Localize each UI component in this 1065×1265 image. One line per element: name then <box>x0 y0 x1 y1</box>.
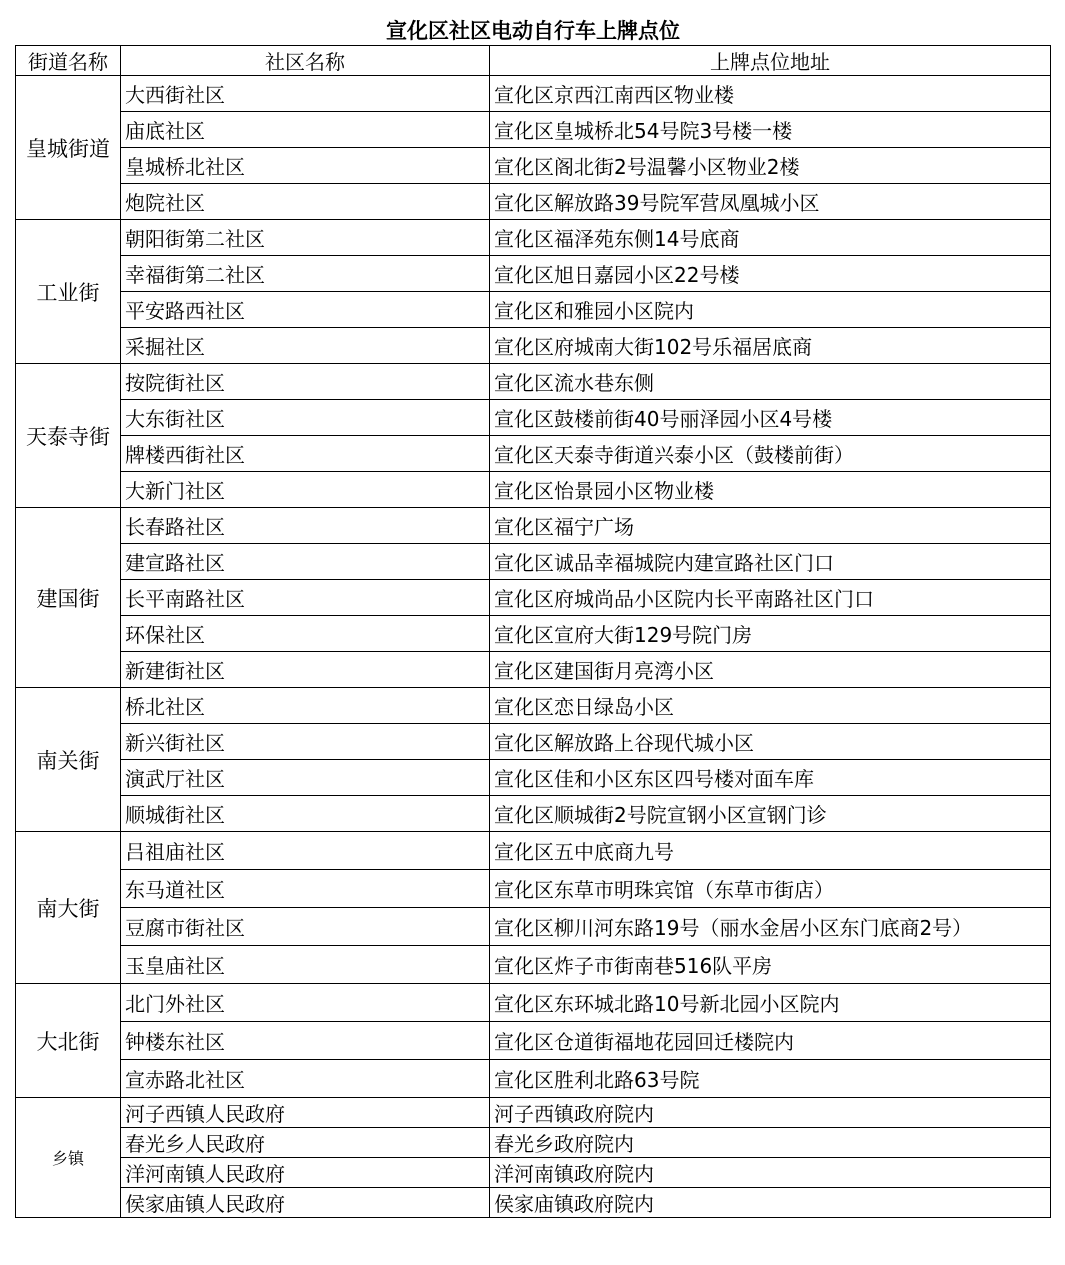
street-name-cell[interactable]: 大北街 <box>16 984 121 1098</box>
spreadsheet-table <box>15 15 1051 1218</box>
address-cell[interactable]: 宣化区仓道街福地花园回迁楼院内 <box>490 1022 1051 1060</box>
address-cell[interactable]: 宣化区东环城北路10号新北园小区院内 <box>490 984 1051 1022</box>
header-community-name[interactable]: 社区名称 <box>121 46 490 76</box>
table-row <box>16 292 1051 328</box>
address-cell[interactable]: 宣化区怡景园小区物业楼 <box>490 472 1051 508</box>
address-cell[interactable]: 宣化区福宁广场 <box>490 508 1051 544</box>
community-name-cell[interactable]: 宣赤路北社区 <box>121 1060 490 1098</box>
community-name-cell[interactable]: 豆腐市街社区 <box>121 908 490 946</box>
community-name-cell[interactable]: 东马道社区 <box>121 870 490 908</box>
community-name-cell[interactable]: 顺城街社区 <box>121 796 490 832</box>
table-row <box>16 724 1051 760</box>
community-name-cell[interactable]: 北门外社区 <box>121 984 490 1022</box>
table-row <box>16 760 1051 796</box>
table-row <box>16 256 1051 292</box>
community-name-cell[interactable]: 大东街社区 <box>121 400 490 436</box>
community-name-cell[interactable]: 新兴街社区 <box>121 724 490 760</box>
address-cell[interactable]: 宣化区炸子市街南巷516队平房 <box>490 946 1051 984</box>
street-name-cell[interactable]: 建国街 <box>16 508 121 688</box>
header-street-name[interactable]: 街道名称 <box>16 46 121 76</box>
community-name-cell[interactable]: 长平南路社区 <box>121 580 490 616</box>
community-name-cell[interactable]: 侯家庙镇人民政府 <box>121 1188 490 1218</box>
address-cell[interactable]: 宣化区鼓楼前街40号丽泽园小区4号楼 <box>490 400 1051 436</box>
community-name-cell[interactable]: 大西街社区 <box>121 76 490 112</box>
address-cell[interactable]: 宣化区天泰寺街道兴泰小区（鼓楼前街） <box>490 436 1051 472</box>
table-row <box>16 652 1051 688</box>
address-cell[interactable]: 宣化区皇城桥北54号院3号楼一楼 <box>490 112 1051 148</box>
table-row <box>16 544 1051 580</box>
address-cell[interactable]: 宣化区流水巷东侧 <box>490 364 1051 400</box>
address-cell[interactable]: 宣化区五中底商九号 <box>490 832 1051 870</box>
community-name-cell[interactable]: 建宣路社区 <box>121 544 490 580</box>
community-name-cell[interactable]: 钟楼东社区 <box>121 1022 490 1060</box>
table-body <box>16 76 1051 1218</box>
community-name-cell[interactable]: 新建街社区 <box>121 652 490 688</box>
table-row <box>16 1158 1051 1188</box>
community-name-cell[interactable]: 大新门社区 <box>121 472 490 508</box>
address-cell[interactable]: 春光乡政府院内 <box>490 1128 1051 1158</box>
community-name-cell[interactable]: 演武厅社区 <box>121 760 490 796</box>
address-cell[interactable]: 宣化区解放路上谷现代城小区 <box>490 724 1051 760</box>
address-cell[interactable]: 侯家庙镇政府院内 <box>490 1188 1051 1218</box>
table-row <box>16 832 1051 870</box>
community-name-cell[interactable]: 幸福街第二社区 <box>121 256 490 292</box>
table-row <box>16 220 1051 256</box>
table-row <box>16 1128 1051 1158</box>
community-name-cell[interactable]: 皇城桥北社区 <box>121 148 490 184</box>
community-name-cell[interactable]: 牌楼西街社区 <box>121 436 490 472</box>
table-row <box>16 688 1051 724</box>
table-row <box>16 616 1051 652</box>
address-cell[interactable]: 宣化区京西江南西区物业楼 <box>490 76 1051 112</box>
table-row <box>16 796 1051 832</box>
street-name-cell[interactable]: 南大街 <box>16 832 121 984</box>
community-name-cell[interactable]: 玉皇庙社区 <box>121 946 490 984</box>
address-cell[interactable]: 河子西镇政府院内 <box>490 1098 1051 1128</box>
address-cell[interactable]: 宣化区宣府大街129号院门房 <box>490 616 1051 652</box>
community-name-cell[interactable]: 环保社区 <box>121 616 490 652</box>
address-cell[interactable]: 宣化区府城尚品小区院内长平南路社区门口 <box>490 580 1051 616</box>
table-row <box>16 76 1051 112</box>
table-row <box>16 984 1051 1022</box>
table-row <box>16 580 1051 616</box>
street-name-cell[interactable]: 天泰寺街 <box>16 364 121 508</box>
address-cell[interactable]: 宣化区恋日绿岛小区 <box>490 688 1051 724</box>
table-row <box>16 1060 1051 1098</box>
community-name-cell[interactable]: 平安路西社区 <box>121 292 490 328</box>
community-name-cell[interactable]: 朝阳街第二社区 <box>121 220 490 256</box>
page-title[interactable]: 宣化区社区电动自行车上牌点位 <box>386 18 681 43</box>
table-row <box>16 364 1051 400</box>
address-cell[interactable]: 洋河南镇政府院内 <box>490 1158 1051 1188</box>
street-name-cell[interactable]: 乡镇 <box>16 1098 121 1218</box>
table-row <box>16 870 1051 908</box>
community-name-cell[interactable]: 春光乡人民政府 <box>121 1128 490 1158</box>
street-name-cell[interactable]: 工业街 <box>16 220 121 364</box>
street-name-cell[interactable]: 南关街 <box>16 688 121 832</box>
table-row <box>16 148 1051 184</box>
community-name-cell[interactable]: 按院街社区 <box>121 364 490 400</box>
community-name-cell[interactable]: 河子西镇人民政府 <box>121 1098 490 1128</box>
address-cell[interactable]: 宣化区顺城街2号院宣钢小区宣钢门诊 <box>490 796 1051 832</box>
table-row <box>16 1098 1051 1128</box>
address-cell[interactable]: 宣化区解放路39号院军营凤凰城小区 <box>490 184 1051 220</box>
address-cell[interactable]: 宣化区胜利北路63号院 <box>490 1060 1051 1098</box>
community-name-cell[interactable]: 长春路社区 <box>121 508 490 544</box>
table-row <box>16 946 1051 984</box>
address-cell[interactable]: 宣化区和雅园小区院内 <box>490 292 1051 328</box>
address-cell[interactable]: 宣化区诚品幸福城院内建宣路社区门口 <box>490 544 1051 580</box>
table-row <box>16 508 1051 544</box>
address-cell[interactable]: 宣化区福泽苑东侧14号底商 <box>490 220 1051 256</box>
table-row <box>16 1188 1051 1218</box>
table-row <box>16 1022 1051 1060</box>
address-cell[interactable]: 宣化区柳川河东路19号（丽水金居小区东门底商2号） <box>490 908 1051 946</box>
street-name-cell[interactable]: 皇城街道 <box>16 76 121 220</box>
table-row <box>16 112 1051 148</box>
community-name-cell[interactable]: 采掘社区 <box>121 328 490 364</box>
address-cell[interactable]: 宣化区东草市明珠宾馆（东草市街店） <box>490 870 1051 908</box>
table-row <box>16 400 1051 436</box>
community-name-cell[interactable]: 庙底社区 <box>121 112 490 148</box>
community-name-cell[interactable]: 吕祖庙社区 <box>121 832 490 870</box>
address-cell[interactable]: 宣化区建国街月亮湾小区 <box>490 652 1051 688</box>
table-row <box>16 472 1051 508</box>
table-row <box>16 328 1051 364</box>
community-name-cell[interactable]: 桥北社区 <box>121 688 490 724</box>
address-cell[interactable]: 宣化区佳和小区东区四号楼对面车库 <box>490 760 1051 796</box>
address-cell[interactable]: 宣化区旭日嘉园小区22号楼 <box>490 256 1051 292</box>
table-row <box>16 436 1051 472</box>
table-row <box>16 908 1051 946</box>
table-row <box>16 184 1051 220</box>
community-name-cell[interactable]: 洋河南镇人民政府 <box>121 1158 490 1188</box>
address-cell[interactable]: 宣化区府城南大街102号乐福居底商 <box>490 328 1051 364</box>
header-address[interactable]: 上牌点位地址 <box>490 46 1051 76</box>
address-cell[interactable]: 宣化区阁北街2号温馨小区物业2楼 <box>490 148 1051 184</box>
community-name-cell[interactable]: 炮院社区 <box>121 184 490 220</box>
